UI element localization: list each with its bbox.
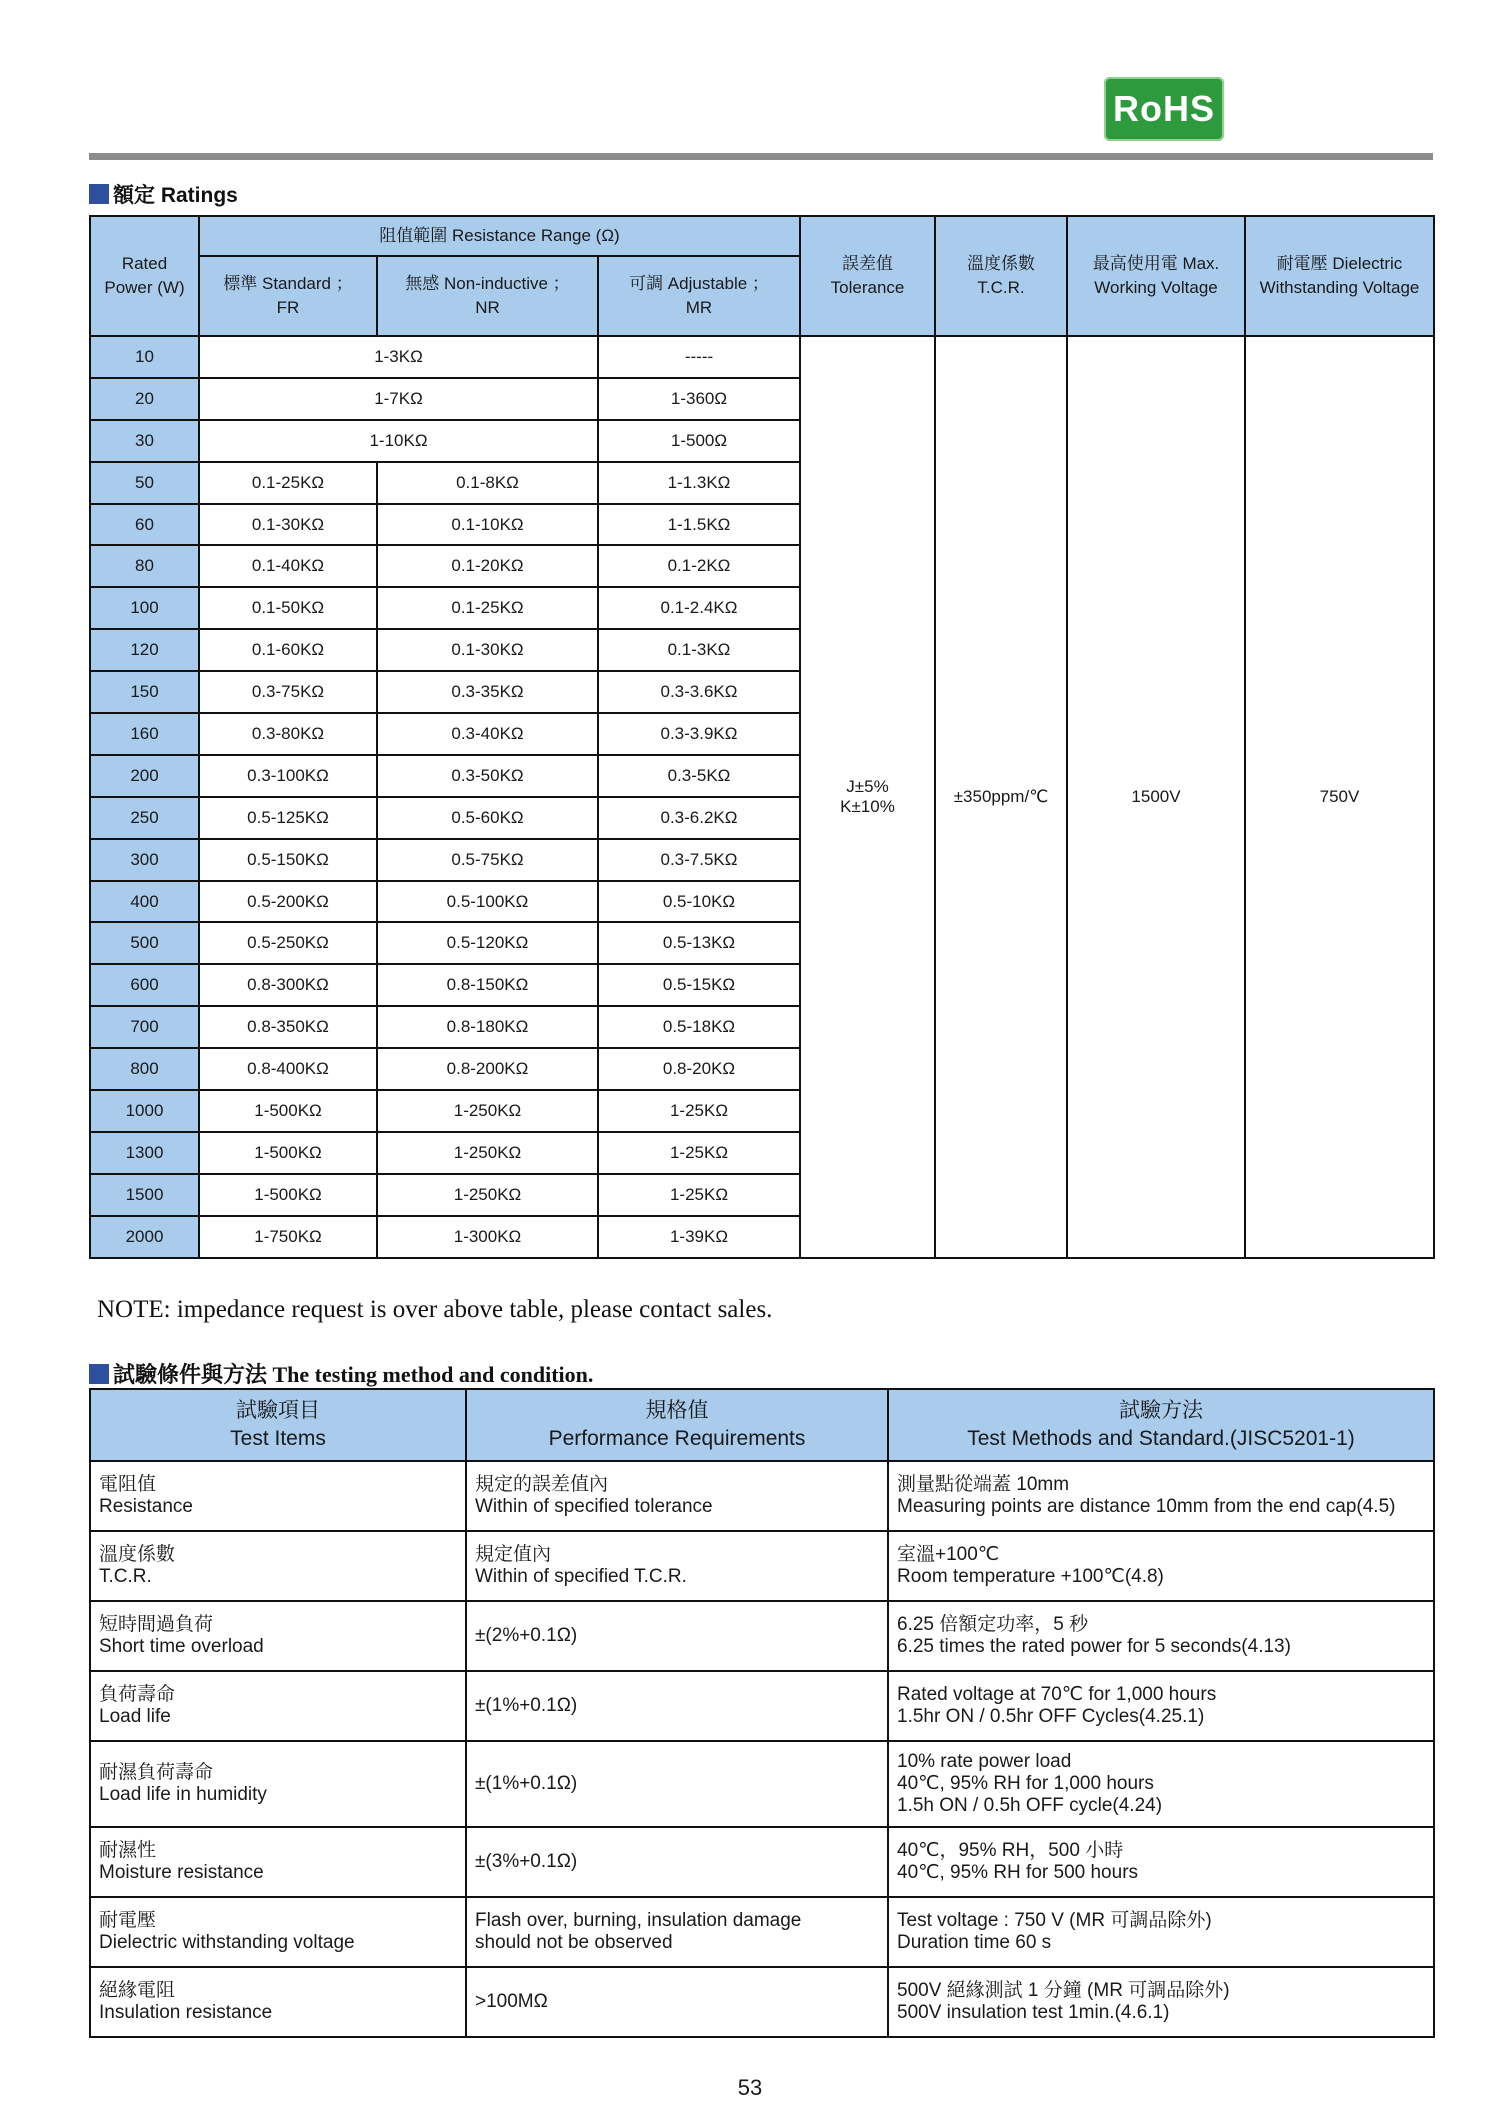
nr-range-cell: 0.8-150KΩ bbox=[377, 964, 598, 1006]
rated-power-cell: 10 bbox=[90, 336, 199, 378]
rated-power-cell: 60 bbox=[90, 504, 199, 546]
mr-range-cell: 1-500Ω bbox=[598, 420, 800, 462]
fr-range-cell: 0.3-80KΩ bbox=[199, 713, 377, 755]
fr-range-cell: 0.8-400KΩ bbox=[199, 1048, 377, 1090]
test-item-cell: 溫度係數 T.C.R. bbox=[90, 1531, 466, 1601]
mr-range-cell: 1-25KΩ bbox=[598, 1090, 800, 1132]
table-row bbox=[90, 1531, 1434, 1601]
requirement-cell: Flash over, burning, insulation damage should not be observed bbox=[466, 1897, 888, 1967]
fr-range-cell: 0.1-60KΩ bbox=[199, 629, 377, 671]
methods-header: 試驗方法 Test Methods and Standard.(JISC5201-1) bbox=[888, 1389, 1434, 1461]
resistance-range-header: 阻值範圍 Resistance Range (Ω) bbox=[199, 216, 800, 256]
page-number: 53 bbox=[737, 2075, 763, 2100]
requirement-cell: 規定的誤差值內 Within of specified tolerance bbox=[466, 1461, 888, 1531]
table-row bbox=[90, 336, 1434, 378]
max-voltage-header: 最高使用電 Max. Working Voltage bbox=[1067, 216, 1245, 336]
rated-power-cell: 50 bbox=[90, 462, 199, 504]
tcr-header: 溫度係數 T.C.R. bbox=[935, 216, 1067, 336]
header-divider bbox=[89, 153, 1433, 160]
method-cell: 6.25 倍額定功率，5 秒 6.25 times the rated power for 5 seconds(4.13) bbox=[888, 1601, 1434, 1671]
fr-nr-range-cell: 1-7KΩ bbox=[199, 378, 598, 420]
mr-range-cell: 0.1-2.4KΩ bbox=[598, 587, 800, 629]
mr-range-cell: 0.5-15KΩ bbox=[598, 964, 800, 1006]
method-cell: Test voltage : 750 V (MR 可調品除外) Duration time 60 s bbox=[888, 1897, 1434, 1967]
mr-range-cell: 0.5-18KΩ bbox=[598, 1006, 800, 1048]
mr-range-cell: 0.3-5KΩ bbox=[598, 755, 800, 797]
table-row bbox=[90, 1601, 1434, 1671]
nr-range-cell: 0.5-75KΩ bbox=[377, 839, 598, 881]
nr-range-cell: 1-250KΩ bbox=[377, 1174, 598, 1216]
mr-range-cell: 1-25KΩ bbox=[598, 1174, 800, 1216]
nr-range-cell: 1-250KΩ bbox=[377, 1132, 598, 1174]
mr-range-cell: 1-1.3KΩ bbox=[598, 462, 800, 504]
test-item-cell: 耐濕性 Moisture resistance bbox=[90, 1827, 466, 1897]
note-text: NOTE: impedance request is over above table, please contact sales. bbox=[97, 1296, 773, 1323]
test-item-cell: 耐電壓 Dielectric withstanding voltage bbox=[90, 1897, 466, 1967]
nr-range-cell: 0.1-20KΩ bbox=[377, 545, 598, 587]
fr-range-cell: 0.8-300KΩ bbox=[199, 964, 377, 1006]
fr-range-cell: 0.1-40KΩ bbox=[199, 545, 377, 587]
rated-power-header: Rated Power (W) bbox=[90, 216, 199, 336]
fr-nr-range-cell: 1-10KΩ bbox=[199, 420, 598, 462]
fr-range-cell: 0.1-30KΩ bbox=[199, 504, 377, 546]
fr-range-cell: 0.1-25KΩ bbox=[199, 462, 377, 504]
max-voltage-cell: 1500V bbox=[1067, 336, 1245, 1258]
nr-range-cell: 0.5-60KΩ bbox=[377, 797, 598, 839]
ratings-section-title bbox=[89, 179, 238, 209]
table-row bbox=[90, 1741, 1434, 1827]
table-row bbox=[90, 1967, 1434, 2037]
fr-range-cell: 0.5-150KΩ bbox=[199, 839, 377, 881]
section-marker-icon bbox=[89, 184, 109, 204]
mr-range-cell: ----- bbox=[598, 336, 800, 378]
fr-range-cell: 0.5-200KΩ bbox=[199, 881, 377, 923]
table-row bbox=[90, 1897, 1434, 1967]
rated-power-cell: 1500 bbox=[90, 1174, 199, 1216]
method-cell: 室溫+100℃ Room temperature +100℃(4.8) bbox=[888, 1531, 1434, 1601]
table-row bbox=[90, 1461, 1434, 1531]
requirements-header: 規格值 Performance Requirements bbox=[466, 1389, 888, 1461]
fr-range-cell: 0.1-50KΩ bbox=[199, 587, 377, 629]
table-row bbox=[90, 1827, 1434, 1897]
rated-power-cell: 120 bbox=[90, 629, 199, 671]
standard-fr-header: 標準 Standard ； FR bbox=[199, 256, 377, 336]
test-items-header: 試驗項目 Test Items bbox=[90, 1389, 466, 1461]
rohs-badge: RoHS bbox=[1104, 77, 1224, 141]
adjustable-mr-header: 可調 Adjustable ； MR bbox=[598, 256, 800, 336]
nr-range-cell: 0.3-50KΩ bbox=[377, 755, 598, 797]
non-inductive-nr-header: 無感 Non-inductive ； NR bbox=[377, 256, 598, 336]
mr-range-cell: 0.3-3.9KΩ bbox=[598, 713, 800, 755]
rated-power-cell: 800 bbox=[90, 1048, 199, 1090]
rated-power-cell: 20 bbox=[90, 378, 199, 420]
rated-power-cell: 80 bbox=[90, 545, 199, 587]
rated-power-cell: 2000 bbox=[90, 1216, 199, 1258]
test-item-cell: 絕緣電阻 Insulation resistance bbox=[90, 1967, 466, 2037]
nr-range-cell: 0.1-25KΩ bbox=[377, 587, 598, 629]
method-cell: Rated voltage at 70℃ for 1,000 hours 1.5hr ON / 0.5hr OFF Cycles(4.25.1) bbox=[888, 1671, 1434, 1741]
mr-range-cell: 1-39KΩ bbox=[598, 1216, 800, 1258]
fr-range-cell: 1-750KΩ bbox=[199, 1216, 377, 1258]
fr-range-cell: 1-500KΩ bbox=[199, 1174, 377, 1216]
mr-range-cell: 0.3-3.6KΩ bbox=[598, 671, 800, 713]
test-item-cell: 短時間過負荷 Short time overload bbox=[90, 1601, 466, 1671]
fr-range-cell: 0.3-100KΩ bbox=[199, 755, 377, 797]
mr-range-cell: 1-1.5KΩ bbox=[598, 504, 800, 546]
requirement-cell: ±(1%+0.1Ω) bbox=[466, 1671, 888, 1741]
rated-power-cell: 600 bbox=[90, 964, 199, 1006]
mr-range-cell: 0.5-10KΩ bbox=[598, 881, 800, 923]
tests-title: 試驗條件與方法 The testing method and condition. bbox=[113, 1362, 594, 1387]
rated-power-cell: 300 bbox=[90, 839, 199, 881]
mr-range-cell: 0.1-2KΩ bbox=[598, 545, 800, 587]
section-marker-icon bbox=[89, 1364, 109, 1384]
fr-range-cell: 0.5-125KΩ bbox=[199, 797, 377, 839]
test-item-cell: 電阻值 Resistance bbox=[90, 1461, 466, 1531]
dielectric-cell: 750V bbox=[1245, 336, 1434, 1258]
rated-power-cell: 160 bbox=[90, 713, 199, 755]
rated-power-cell: 150 bbox=[90, 671, 199, 713]
fr-nr-range-cell: 1-3KΩ bbox=[199, 336, 598, 378]
requirement-cell: ±(3%+0.1Ω) bbox=[466, 1827, 888, 1897]
method-cell: 40℃，95% RH，500 小時 40℃, 95% RH for 500 hours bbox=[888, 1827, 1434, 1897]
tolerance-cell: J±5% K±10% bbox=[800, 336, 935, 1258]
rated-power-cell: 500 bbox=[90, 922, 199, 964]
requirement-cell: ±(2%+0.1Ω) bbox=[466, 1601, 888, 1671]
test-item-cell: 耐濕負荷壽命 Load life in humidity bbox=[90, 1741, 466, 1827]
tests-table bbox=[89, 1388, 1435, 2038]
tolerance-header: 誤差值 Tolerance bbox=[800, 216, 935, 336]
method-cell: 測量點從端蓋 10mm Measuring points are distance 10mm from the end cap(4.5) bbox=[888, 1461, 1434, 1531]
ratings-table bbox=[89, 215, 1435, 1259]
dielectric-header: 耐電壓 Dielectric Withstanding Voltage bbox=[1245, 216, 1434, 336]
test-item-cell: 負荷壽命 Load life bbox=[90, 1671, 466, 1741]
ratings-title: 額定 Ratings bbox=[113, 184, 238, 207]
fr-range-cell: 0.8-350KΩ bbox=[199, 1006, 377, 1048]
mr-range-cell: 0.3-6.2KΩ bbox=[598, 797, 800, 839]
mr-range-cell: 1-360Ω bbox=[598, 378, 800, 420]
nr-range-cell: 0.8-200KΩ bbox=[377, 1048, 598, 1090]
mr-range-cell: 0.1-3KΩ bbox=[598, 629, 800, 671]
fr-range-cell: 1-500KΩ bbox=[199, 1132, 377, 1174]
tcr-cell: ±350ppm/℃ bbox=[935, 336, 1067, 1258]
nr-range-cell: 0.1-8KΩ bbox=[377, 462, 598, 504]
nr-range-cell: 0.1-10KΩ bbox=[377, 504, 598, 546]
nr-range-cell: 0.3-35KΩ bbox=[377, 671, 598, 713]
method-cell: 500V 絕緣測試 1 分鐘 (MR 可調品除外) 500V insulation test 1min.(4.6.1) bbox=[888, 1967, 1434, 2037]
mr-range-cell: 0.8-20KΩ bbox=[598, 1048, 800, 1090]
table-row bbox=[90, 1671, 1434, 1741]
nr-range-cell: 1-300KΩ bbox=[377, 1216, 598, 1258]
rated-power-cell: 1300 bbox=[90, 1132, 199, 1174]
nr-range-cell: 0.5-120KΩ bbox=[377, 922, 598, 964]
requirement-cell: ±(1%+0.1Ω) bbox=[466, 1741, 888, 1827]
rated-power-cell: 200 bbox=[90, 755, 199, 797]
mr-range-cell: 0.5-13KΩ bbox=[598, 922, 800, 964]
rated-power-cell: 250 bbox=[90, 797, 199, 839]
rated-power-cell: 1000 bbox=[90, 1090, 199, 1132]
rated-power-cell: 100 bbox=[90, 587, 199, 629]
nr-range-cell: 0.3-40KΩ bbox=[377, 713, 598, 755]
nr-range-cell: 0.8-180KΩ bbox=[377, 1006, 598, 1048]
fr-range-cell: 1-500KΩ bbox=[199, 1090, 377, 1132]
mr-range-cell: 1-25KΩ bbox=[598, 1132, 800, 1174]
mr-range-cell: 0.3-7.5KΩ bbox=[598, 839, 800, 881]
nr-range-cell: 1-250KΩ bbox=[377, 1090, 598, 1132]
nr-range-cell: 0.1-30KΩ bbox=[377, 629, 598, 671]
rated-power-cell: 30 bbox=[90, 420, 199, 462]
rated-power-cell: 700 bbox=[90, 1006, 199, 1048]
rated-power-cell: 400 bbox=[90, 881, 199, 923]
requirement-cell: >100MΩ bbox=[466, 1967, 888, 2037]
nr-range-cell: 0.5-100KΩ bbox=[377, 881, 598, 923]
fr-range-cell: 0.5-250KΩ bbox=[199, 922, 377, 964]
fr-range-cell: 0.3-75KΩ bbox=[199, 671, 377, 713]
requirement-cell: 規定值內 Within of specified T.C.R. bbox=[466, 1531, 888, 1601]
method-cell: 10% rate power load 40℃, 95% RH for 1,000 hours 1.5h ON / 0.5h OFF cycle(4.24) bbox=[888, 1741, 1434, 1827]
tests-section-title bbox=[89, 1358, 593, 1389]
